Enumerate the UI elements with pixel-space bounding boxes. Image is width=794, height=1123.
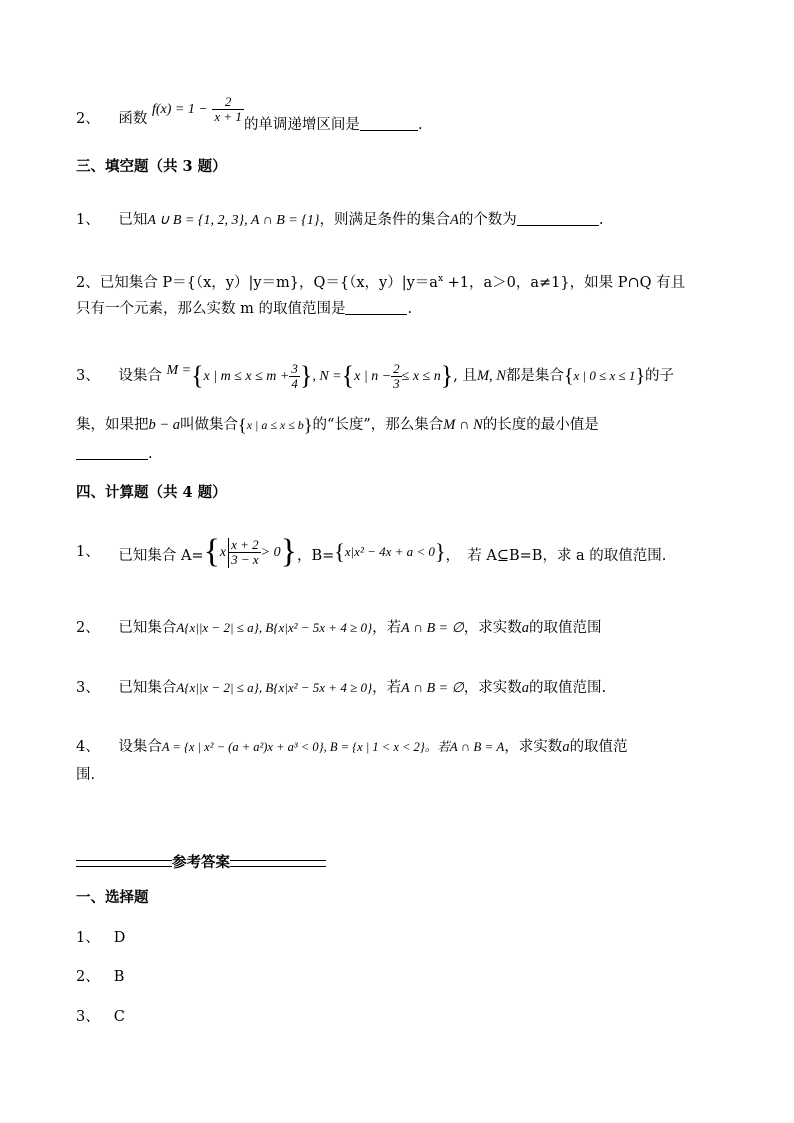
question-text: 的取值范围. [529, 680, 607, 696]
question-text: 叫做集合 [180, 417, 239, 433]
section-heading: 三、填空题（共 3 题） [76, 158, 227, 175]
question-text: 只有一个元素，那么实数 m 的取值范围是 [76, 301, 346, 317]
answer-blank [360, 116, 418, 131]
brace-open: { [341, 361, 355, 390]
question-line [76, 92, 423, 143]
math-expression: A = {x | x² − (a + a²)x + a³ < 0}, B = {x | 1 < x < 2}。若 [161, 740, 450, 754]
question-text: ，B= [296, 548, 335, 564]
math-expression: > 0 [260, 545, 281, 560]
math-variable: A [449, 212, 459, 228]
math-expression: M = [166, 363, 192, 378]
question-text: 的个数为 [458, 212, 517, 228]
answer-value: D [113, 930, 126, 946]
answer-number: 3、 [76, 1009, 100, 1025]
math-variable: a [521, 620, 530, 636]
question-line [76, 738, 628, 756]
math-expression: x | 0 ≤ x ≤ 1 [573, 368, 636, 383]
answer-number: 1、 [76, 930, 100, 946]
math-expression: A{x||x − 2| ≤ a}, B{x|x² − 5x + 4 ≥ 0} [176, 620, 373, 635]
question-text: 已知集合 [118, 680, 177, 696]
question-number: 4、 [76, 739, 100, 755]
question-text: ，则满足条件的集合 [319, 212, 450, 228]
fraction-denominator: 4 [291, 375, 298, 391]
question-text: ，求实数 [504, 739, 563, 755]
fraction-numerator: 2 [393, 360, 400, 376]
answer-blank [517, 211, 599, 226]
question-line [76, 445, 153, 463]
question-text: 的取值范围 [529, 620, 602, 636]
math-expression: x | n − [354, 369, 392, 384]
fraction-numerator: x + 2 [231, 536, 259, 552]
math-expression: x | a ≤ x ≤ b [246, 418, 304, 432]
math-expression: A ∩ B = ∅ [401, 681, 464, 696]
section-heading: 四、计算题（共 4 题） [76, 484, 227, 501]
section-heading: 一、选择题 [76, 889, 149, 906]
math-expression: ≤ x ≤ n [401, 369, 441, 384]
question-line [76, 619, 602, 638]
math-expression: M ∩ N [443, 417, 483, 433]
question-end: . [407, 301, 413, 317]
fraction-numerator: 3 [291, 360, 298, 376]
brace-close: } [440, 361, 454, 390]
question-number: 1、 [76, 544, 100, 560]
question-line [76, 270, 685, 292]
fraction [212, 95, 244, 124]
question-text: ，求实数 [463, 680, 522, 696]
question-text: ，若 [372, 620, 402, 636]
fraction-denominator: x + 1 [214, 109, 242, 124]
brace-open: { [191, 361, 204, 390]
brace-close: } [635, 365, 646, 387]
fraction-numerator: 2 [224, 94, 232, 109]
question-text: 已知集合 [118, 620, 177, 636]
answer-item [76, 929, 125, 947]
question-line [76, 766, 95, 784]
question-text: 已知 [118, 212, 148, 228]
math-variable: M, N [476, 368, 506, 384]
question-number: 1、 [76, 212, 100, 228]
question-text: 已知集合 P＝{（x，y）|y＝m}，Q＝{（x，y）|y＝a [99, 274, 438, 291]
question-line [76, 415, 599, 435]
question-text: 的“长度”，那么集合 [312, 417, 444, 433]
question-number: 2、 [76, 274, 100, 291]
question-text: 集，如果把 [76, 417, 149, 433]
question-text: , 且 [453, 368, 477, 384]
question-text: ，若 [372, 680, 402, 696]
question-number: 3、 [76, 680, 100, 696]
question-text: ，求实数 [463, 620, 522, 636]
answer-separator [76, 851, 326, 872]
brace-close: } [303, 415, 313, 435]
math-variable: a [521, 680, 530, 696]
question-text: 围. [76, 767, 96, 783]
question-text: ， 若 A⊆B=B，求 a 的取值范围. [445, 548, 667, 564]
answer-value: B [113, 969, 125, 985]
math-variable: a [562, 739, 570, 755]
math-expression: , N = [312, 369, 342, 384]
question-line [76, 530, 666, 578]
question-text: 设集合 [118, 368, 162, 384]
brace-close: } [299, 361, 313, 390]
brace-close: } [434, 539, 446, 564]
question-number: 2、 [76, 111, 100, 127]
math-expression: f(x) = 1 − [151, 102, 208, 117]
math-expression: x | m ≤ x ≤ m + [203, 369, 290, 384]
double-rule [76, 860, 172, 867]
math-expression: x|x² − 4x + a < 0 [344, 544, 435, 559]
question-text: 的取值范 [569, 739, 628, 755]
superscript: x [437, 274, 444, 284]
fraction-denominator: 3 − x [231, 551, 259, 567]
answer-item [76, 968, 124, 986]
question-line [76, 211, 603, 230]
fraction-denominator: 3 [393, 375, 400, 391]
answers-title: 参考答案 [172, 854, 230, 871]
fraction [391, 362, 402, 391]
question-text: +1，a＞0，a≠1}，如果 P∩Q 有且 [443, 274, 686, 291]
question-text: 的子 [645, 368, 675, 384]
question-number: 2、 [76, 620, 100, 636]
brace-open: { [238, 415, 247, 435]
question-text: 已知集合 A= [118, 548, 204, 564]
question-text: 的长度的最小值是 [482, 417, 599, 433]
math-variable: x [220, 538, 229, 568]
math-expression: A ∪ B = {1, 2, 3}, A ∩ B = {1} [147, 213, 320, 228]
fraction [289, 362, 300, 391]
question-text: 的单调递增区间是 [243, 117, 360, 133]
fraction [229, 538, 261, 567]
question-text: 设集合 [118, 739, 162, 755]
question-end: . [417, 117, 423, 133]
answer-number: 2、 [76, 969, 100, 985]
brace-open: { [334, 539, 345, 564]
question-line [76, 300, 412, 318]
question-text: 函数 [118, 111, 148, 127]
question-end: . [148, 446, 153, 462]
answer-blank [76, 445, 148, 460]
double-rule [230, 860, 326, 867]
brace-close: } [280, 533, 297, 570]
answer-value: C [113, 1009, 125, 1025]
brace-open: { [203, 533, 220, 570]
math-expression: b − a [148, 417, 181, 433]
math-expression: A ∩ B = A [449, 739, 505, 754]
brace-open: { [563, 365, 574, 387]
math-expression: A ∩ B = ∅ [401, 621, 464, 636]
question-text: 都是集合 [505, 368, 564, 384]
question-end: . [598, 212, 604, 228]
math-expression: A{x||x − 2| ≤ a}, B{x|x² − 5x + 4 ≥ 0} [176, 680, 373, 695]
answer-item [76, 1008, 125, 1026]
question-line [76, 679, 606, 698]
question-number: 3、 [76, 368, 100, 384]
answer-blank [345, 300, 407, 315]
question-line [76, 352, 674, 396]
